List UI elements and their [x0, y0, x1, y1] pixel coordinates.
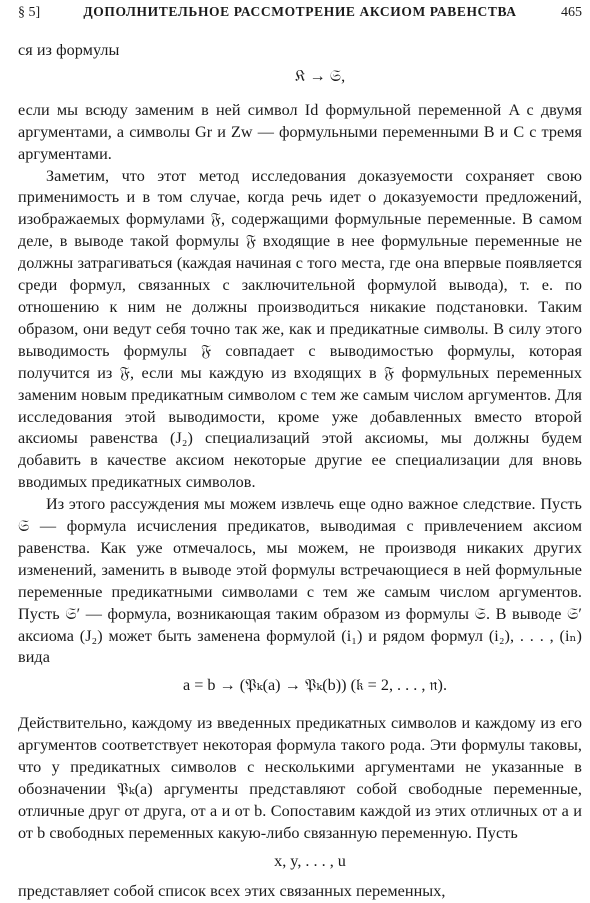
page-number: 465 — [561, 5, 582, 20]
paragraph-2: Заметим, что этот метод исследования доказуемости сохраняет свою применимость и в том случае, когда речь идет о доказуемости предложений, изображаемых формулами 𝔉, содержащими формульные переменные. В самом деле, в выводе такой формулы 𝔉 входящие в нее формульные переменные не должны затрагиваться (каждая начиная с того места, где она впервые появляется среди формул, связанных с заключительной формулой вывода), т. е. по отношению к ним не должны производиться никакие подстановки. Таким образом, они ведут себя точно так же, как и предикатные символы. В силу этого выводимость формулы 𝔉 совпадает с выводимостью формулы, которая получится из 𝔉, если мы каждую из входящих в 𝔉 формульных переменных заменим новым предикатным символом с тем же самым числом аргументов. Для исследования этой выводимости, кроме уже добавленных вместо второй аксиомы равенства (J₂) специализаций этой аксиомы, мы должны будем добавить в качестве аксиом некоторые другие ее специализации для вновь вводимых предикатных символов. — [18, 166, 582, 492]
paragraph-3: Из этого рассуждения мы можем извлечь еще одно важное следствие. Пусть 𝔖 — формула исчисления предикатов, выводимая с привлечением аксиом равенства. Как уже отмечалось, мы можем, не производя никаких других изменений, заменить в выводе этой формулы встречающиеся в ней формульные переменные предикатными символами с тем же самым числом аргументов. Пусть 𝔖′ — формула, возникающая таким образом из формулы 𝔖. В выводе 𝔖′ аксиома (J₂) может быть заменена формулой (i₁) и рядом формул (i₂), . . . , (iₙ) вида — [18, 495, 582, 667]
formula-variable-list: x, y, . . . , u — [274, 851, 346, 870]
section-marker: § 5] — [18, 5, 41, 20]
formula-implication: 𝔎 → 𝔖, — [294, 66, 346, 85]
paragraph-4: Действительно, каждому из введенных предикатных символов и каждому из его аргументов соответствует некоторая формула такого рода. Эти формулы таковы, что у предикатных символов с несколькими аргументами не указанные в обозначении 𝔓ₖ(a) аргументы представляют собой свободные переменные, отличные друг от друга, от a и от b. Сопоставим каждой из этих отличных от a и от b свободных переменных какую-либо связанную переменную. Пусть — [18, 714, 582, 842]
formula-equality-axiom: a = b → (𝔓ₖ(a) → 𝔓ₖ(b)) (𝔨 = 2, . . . , 𝔫). — [182, 676, 447, 695]
paragraph-5: представляет собой список всех этих связанных переменных, — [18, 881, 446, 900]
page — [18, 4, 582, 903]
paragraph-1: если мы всюду заменим в ней символ Id формульной переменной A с двумя аргументами, а символы Gr и Zw — формульными переменными B и C с тремя аргументами. — [18, 100, 582, 163]
continuation-line: ся из формулы — [18, 41, 120, 59]
running-header — [18, 4, 582, 26]
running-title: ДОПОЛНИТЕЛЬНОЕ РАССМОТРЕНИЕ АКСИОМ РАВЕНСТВА — [83, 4, 517, 19]
